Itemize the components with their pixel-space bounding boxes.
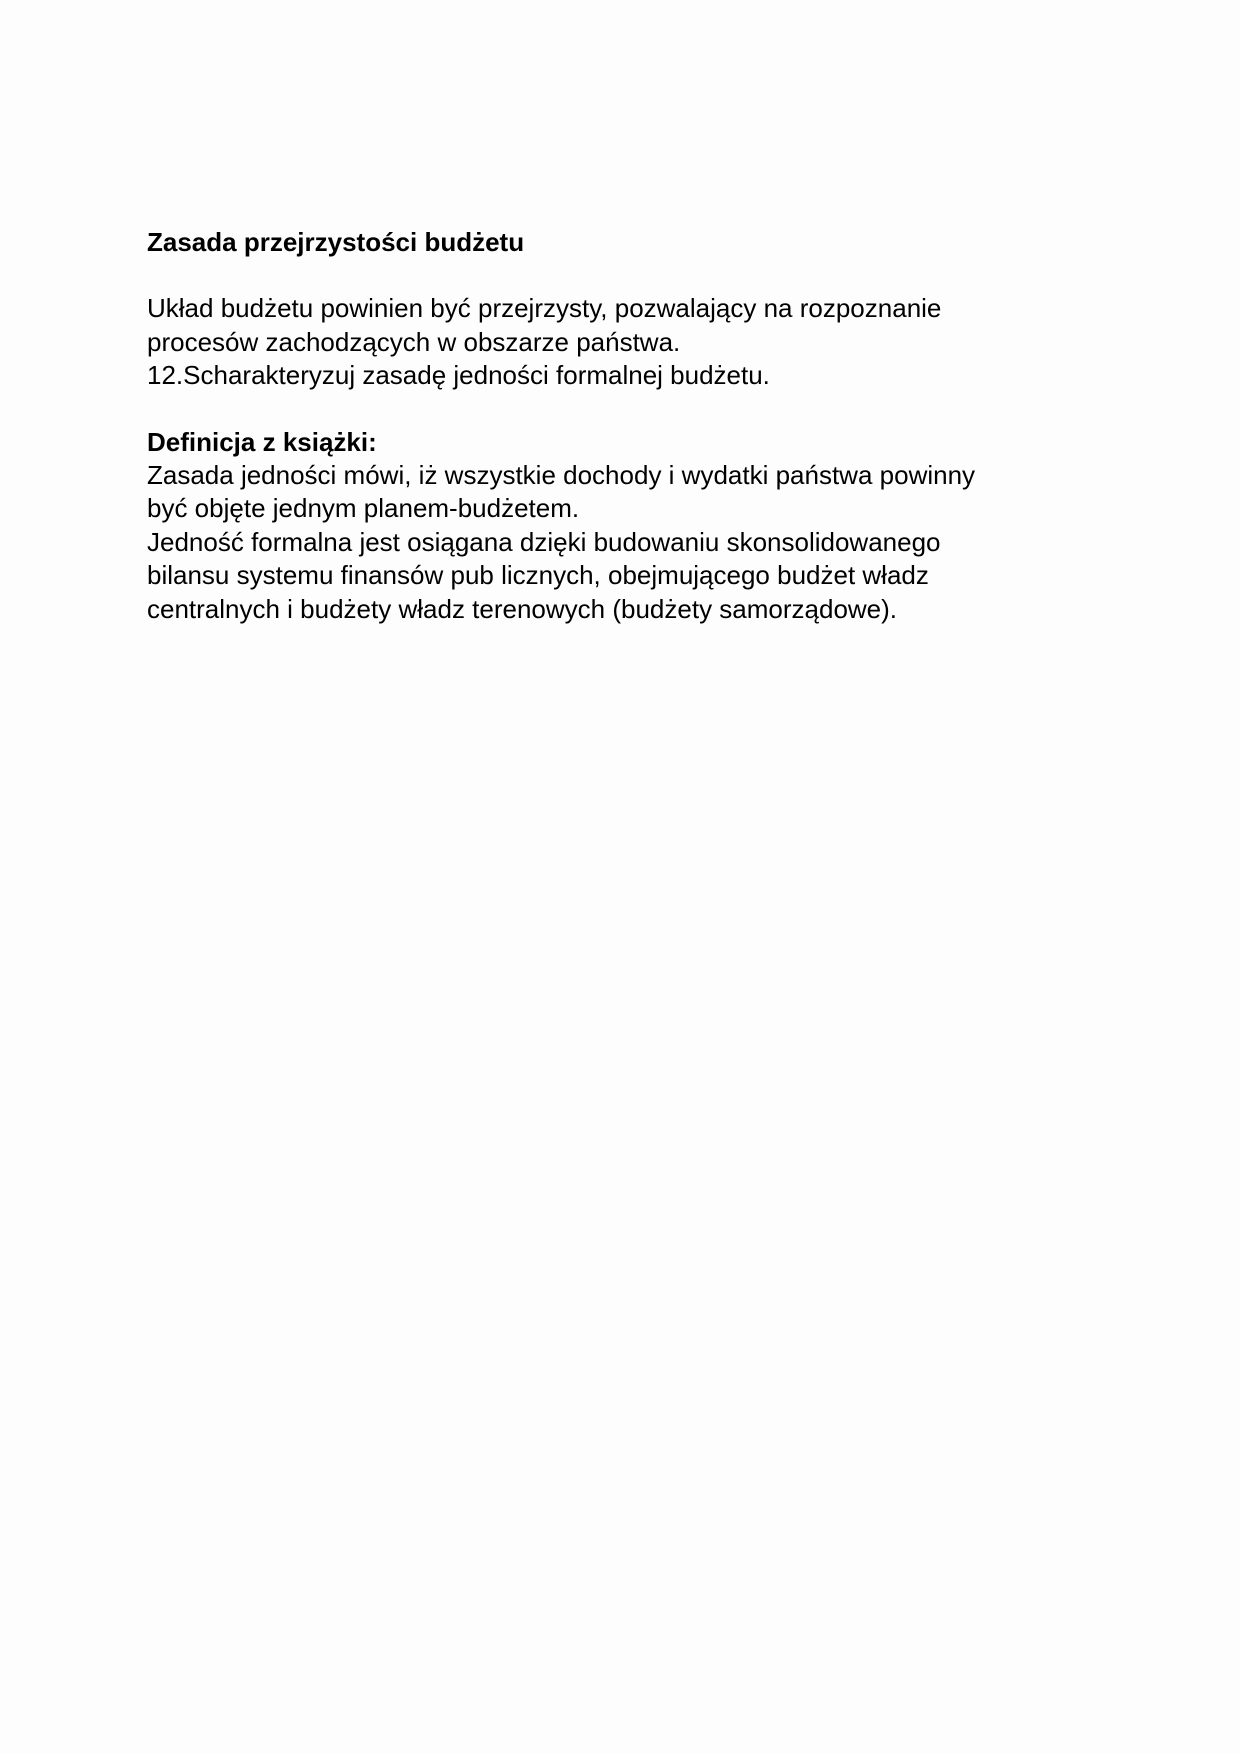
paragraph-line: Zasada jedności mówi, iż wszystkie dochody i wydatki państwa powinny: [147, 459, 976, 490]
paragraph-line: Jedność formalna jest osiągana dzięki budowaniu skonsolidowanego: [147, 526, 941, 557]
spacer: [147, 393, 1107, 426]
spacer: [147, 259, 1107, 292]
document-body: [147, 226, 1107, 626]
paragraph-line: centralnych i budżety władz terenowych (budżety samorządowe).: [147, 593, 898, 624]
paragraph-line: procesów zachodzących w obszarze państwa.: [147, 326, 681, 357]
question-line: 12.Scharakteryzuj zasadę jedności formalnej budżetu.: [147, 360, 770, 390]
paragraph-line: być objęte jednym planem-budżetem.: [147, 493, 580, 523]
section-heading: Zasada przejrzystości budżetu: [147, 227, 525, 257]
paragraph-line: bilansu systemu finansów pub licznych, obejmującego budżet władz: [147, 560, 929, 590]
paragraph-line: Układ budżetu powinien być przejrzysty, pozwalający na rozpoznanie: [147, 293, 942, 323]
definition-heading: Definicja z książki:: [147, 426, 377, 457]
